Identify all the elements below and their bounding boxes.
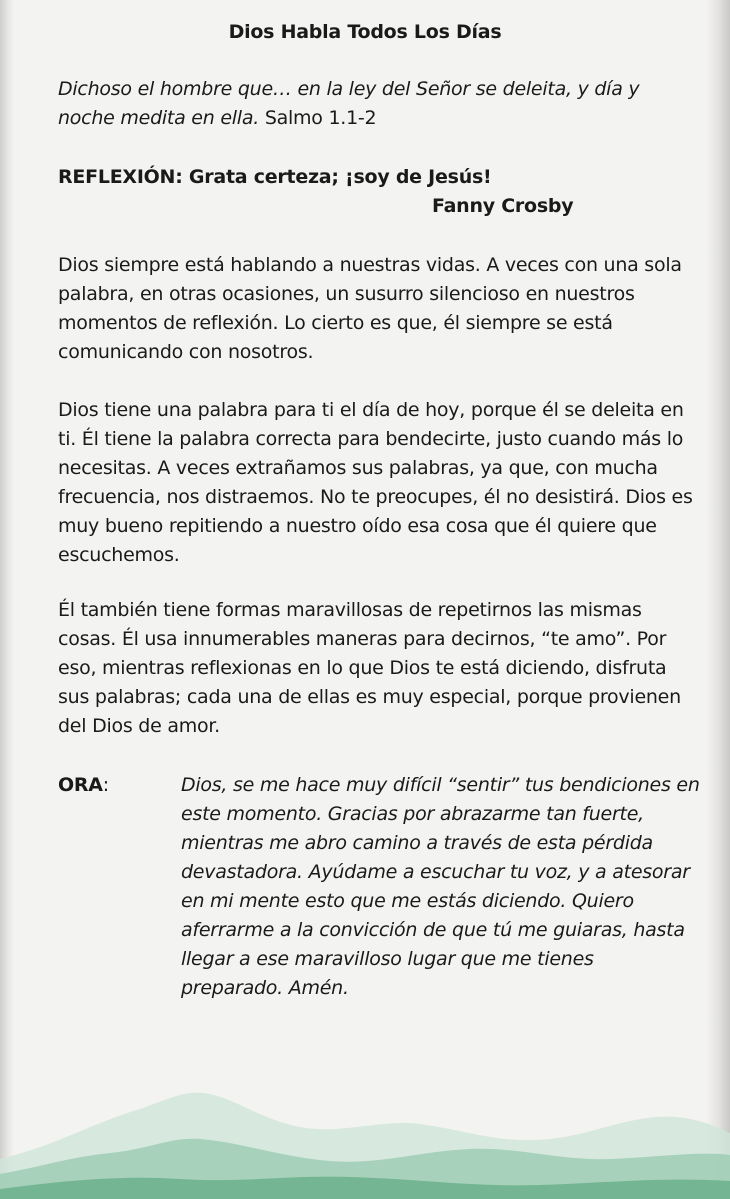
verse-reference: Salmo 1.1-2 [264,107,377,129]
bible-verse [58,75,698,133]
paragraph-3: Él también tiene formas maravillosas de repetirnos las mismas cosas. Él usa innumerables maneras para decirnos, “te amo”. Por eso, mientras reflexionas en lo que Dios te está diciendo, disfruta sus palabras; cada una de ellas es muy especial, porque provienen del Dios de amor. [58,599,681,737]
prayer-text: Dios, se me hace muy difícil “sentir” tus bendiciones en este momento. Gracias por abrazarme tan fuerte, mientras me abro camino a través de esta pérdida devastadora. Ayúdame a escuchar tu voz, y a atesorar en mi mente esto que me estás diciendo. Quiero aferrarme a la convicción de que tú me guiaras, hasta llegar a ese maravilloso lugar que me tienes preparado. Amén. [181,774,700,999]
reflection-label: REFLEXIÓN: [58,166,183,188]
reflection-heading [58,163,491,192]
prayer-label [58,771,109,800]
prayer-label-colon: : [102,774,109,796]
prayer-label-text: ORA [58,774,103,796]
mountain-landscape-illustration [0,1049,730,1199]
paragraph-1: Dios siempre está hablando a nuestras vidas. A veces con una sola palabra, en otras ocasiones, un susurro silencioso en nuestros momentos de reflexión. Lo cierto es que, él siempre se está comunicando con nosotros. [58,254,682,363]
quote-author: Fanny Crosby [432,195,574,217]
reflection-quote: Grata certeza; ¡soy de Jesús! [188,166,492,188]
page-title: Dios Habla Todos Los Días [228,21,502,43]
paragraph-2: Dios tiene una palabra para ti el día de hoy, porque él se deleita en ti. Él tiene la palabra correcta para bendecirte, justo cuando más lo necesitas. A veces extrañamos sus palabras, ya que, con mucha frecuencia, nos distraemos. No te preocupes, él no desistirá. Dios es muy bueno repitiendo a nuestro oído esa cosa que él quiere que escuchemos. [58,399,693,566]
verse-text: Dichoso el hombre que… en la ley del Señor se deleita, y día y noche medita en ella. [58,78,640,129]
